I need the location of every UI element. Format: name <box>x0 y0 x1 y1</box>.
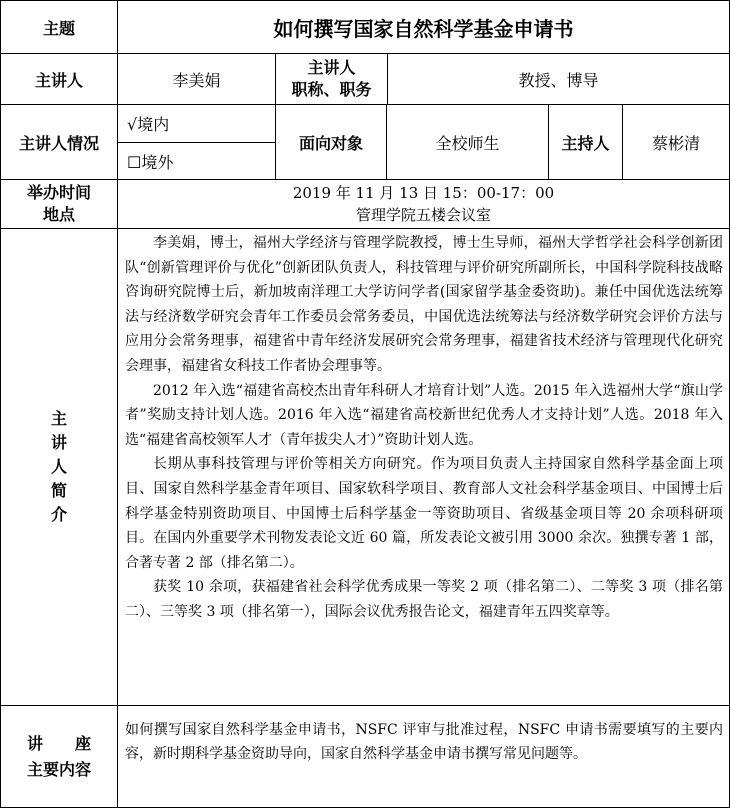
host-label: 主持人 <box>561 133 610 153</box>
content-text: 如何撰写国家自然科学基金申请书，NSFC 评审与批准过程，NSFC 申请书需要填写的主要内容，新时期科学基金资助导向，国家自然科学基金申请书撰写常见问题等。 <box>125 722 723 762</box>
time-place-label-line1: 举办时间 <box>26 183 91 202</box>
speaker-title-label-line1: 主讲人 <box>307 58 356 77</box>
speaker-title-label <box>276 54 387 104</box>
audience-value: 全校师生 <box>435 133 500 153</box>
bio-label-char: 简 <box>50 481 67 500</box>
divider-label-col <box>117 0 118 808</box>
time-place-value <box>118 180 729 228</box>
topic-label: 主题 <box>42 18 75 38</box>
bio-paragraph: 李美娟，博士，福州大学经济与管理学院教授，博士生导师，福州大学哲学社会科学创新团队“创新管理评价与优化”创新团队负责人，科技管理与评价研究所副所长，中国科学院科技战略咨询研究院博士后，新加坡南洋理工大学访问学者(国家留学基金委资助)。兼任中国优选法统筹法与经济数学研究会青年工作委员会常务委员，中国优选法统筹法与经济数学研究会评价方法与应用分会常务理事，福建省中青年经济发展研究会常务理事，福建省技术经济与管理现代化研究会理事，福建省女科技工作者协会理事等。 <box>125 235 723 374</box>
topic-title: 如何撰写国家自然科学基金申请书 <box>273 16 574 41</box>
bio-paragraph: 获奖 10 余项，获福建省社会科学优秀成果一等奖 2 项（排名第二）、二等奖 3 项（排名第二）、三等奖 3 项（排名第一），国际会议优秀报告论文，福建青年五四奖章等。 <box>125 579 723 620</box>
content-label-line1: 讲 座 <box>26 733 91 753</box>
audience-label: 面向对象 <box>298 133 363 153</box>
bio-label-char: 主 <box>50 409 67 428</box>
event-place: 管理学院五楼会议室 <box>355 206 491 224</box>
speaker-name: 李美娟 <box>172 70 221 90</box>
time-place-label-line2: 地点 <box>42 205 75 224</box>
bio-paragraph: 2012 年入选“福建省高校杰出青年科研人才培育计划”人选。2015 年入选福州大学“旗山学者”奖励支持计划人选。2016 年入选“福建省高校新世纪优秀人才支持计划”人选。2018 年入选“福建省高校领军人才（青年拔尖人才）”资助计划人选。 <box>125 382 723 448</box>
speaker-label: 主讲人 <box>34 70 83 90</box>
content-label-line2: 主要内容 <box>26 759 91 779</box>
domestic-option[interactable]: √境内 <box>127 115 170 134</box>
speaker-status-label: 主讲人情况 <box>18 133 99 153</box>
time-place-label <box>1 180 117 228</box>
bio-label-char: 介 <box>50 505 67 524</box>
bio-label-char: 人 <box>50 457 67 476</box>
host-value: 蔡彬清 <box>651 133 700 153</box>
overseas-option[interactable]: ☐境外 <box>127 152 174 172</box>
speaker-title-label-line2: 职称、职务 <box>291 80 372 99</box>
bio-paragraph: 长期从事科技管理与评价等相关方向研究。作为项目负责人主持国家自然科学基金面上项目、国家自然科学基金青年项目、国家软科学项目、教育部人文社会科学基金项目、中国博士后科学基金特别资助项目、中国博士后科学基金一等资助项目、省级基金项目等 20 余项科研项目。在国内外重要学术刊物发表论文近 60 篇，所发表论文被引用 3000 余次。独撰专著 1 部，合著专著 2 部（排名第二）。 <box>125 456 723 571</box>
bio-label <box>1 229 117 705</box>
bio-text <box>125 231 723 703</box>
bio-label-char: 讲 <box>50 433 67 452</box>
event-time: 2019 年 11 月 13 日 15：00-17：00 <box>292 184 555 202</box>
content-label <box>1 706 117 807</box>
speaker-title-value: 教授、博导 <box>518 70 599 90</box>
